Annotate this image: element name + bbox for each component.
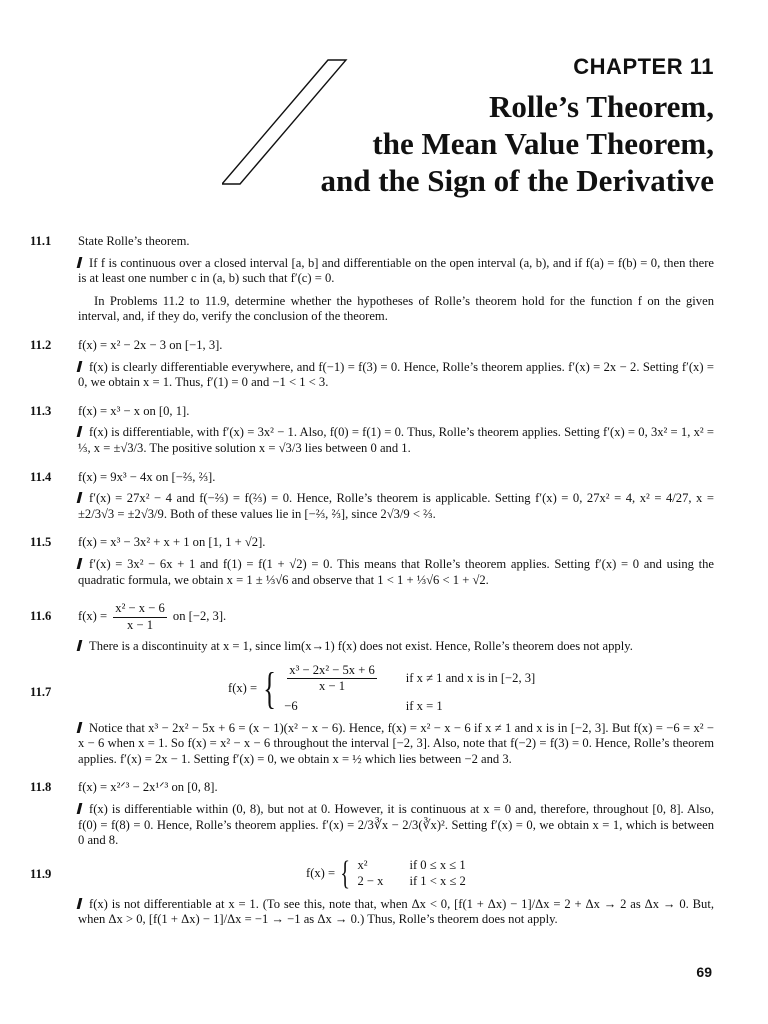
function-lhs: f(x) =: [78, 609, 108, 624]
problem-solution: [78, 491, 714, 522]
chapter-title: [320, 88, 714, 199]
solution-text: f(x) is not differentiable at x = 1. (To see this, note that, when Δx < 0, [f(1 + Δx) − 1]/Δx = 2 + Δx → 2 as Δx → 0. But, when Δx > 0, [f(1 + Δx) − 1]/Δx = −1 → −1 as Δx → 0.) Thus, Rolle’s theorem does not apply.: [78, 896, 714, 927]
fraction: [113, 601, 166, 633]
case-condition: if 1 < x ≤ 2: [409, 874, 466, 889]
piecewise-definition: [228, 663, 714, 715]
interval: on [−2, 3].: [172, 609, 227, 624]
problem-number: 11.5: [30, 535, 52, 550]
problem-solution: [78, 360, 714, 391]
function-lhs: f(x) =: [306, 866, 336, 881]
problem-solution: [78, 425, 714, 456]
fraction: [287, 663, 377, 695]
problem-statement: f(x) = 9x³ − 4x on [−⅔, ⅔].: [78, 469, 216, 484]
solution-text: Notice that x³ − 2x² − 5x + 6 = (x − 1)(x² − x − 6). Hence, f(x) = x² − x − 6 if x ≠ 1 and x is in [−2, 3]. But f(x) = −6 = x² − x − 6 when x = 1. So f(x) = x² − x − 6 throughout the interval [−2, 3]. Also, note that f(−2) = f(3) = 0. Hence, Rolle’s theorem applies. f′(x) = 2x − 1. Setting f′(x) = 0, we obtain x = ½ which lies between −2 and 3.: [78, 720, 714, 766]
case-expression: −6: [284, 699, 298, 714]
answer-marker-icon: [77, 558, 83, 569]
problem-number: 11.8: [30, 780, 52, 795]
answer-marker-icon: [77, 492, 83, 503]
solution-text: f(x) is differentiable, with f′(x) = 3x² − 1. Also, f(0) = f(1) = 0. Thus, Rolle’s theorem applies. Setting f′(x) = 0, 3x² = 1, x² = ⅓, x = ±√3/3. The positive solution x = √3/3 lies between 0 and 1.: [78, 425, 714, 455]
problems-section: [30, 234, 714, 928]
case-condition: if x ≠ 1 and x is in [−2, 3]: [405, 671, 536, 686]
problem-statement: f(x) = x² − 2x − 3 on [−1, 3].: [78, 337, 223, 352]
case-condition: if x = 1: [405, 699, 443, 714]
answer-marker-icon: [77, 722, 83, 733]
case-expression: x²: [357, 857, 368, 872]
fraction-denominator: x − 1: [127, 617, 154, 632]
chapter-title-line: and the Sign of the Derivative: [320, 163, 714, 198]
problem-number: 11.1: [30, 234, 52, 248]
fraction-numerator: x² − x − 6: [113, 601, 166, 618]
problem-solution: [78, 897, 714, 928]
problem-solution: [78, 639, 714, 655]
solution-text: If f is continuous over a closed interval [a, b] and differentiable on the open interval (a, b), and if f(a) = f(b) = 0, then there is at least one number c in (a, b) such that f′(c) = 0.: [78, 255, 714, 286]
problem-11-6: [30, 601, 714, 655]
answer-marker-icon: [77, 426, 83, 437]
problem-11-7: [30, 663, 714, 768]
brace-symbol: {: [263, 663, 277, 713]
problem-solution: [78, 802, 714, 849]
problem-solution: [78, 256, 714, 287]
problem-number: 11.4: [30, 469, 52, 484]
problem-number: 11.9: [30, 866, 52, 881]
page-number: 69: [696, 964, 712, 980]
answer-marker-icon: [77, 640, 83, 651]
brace-symbol: {: [340, 854, 351, 892]
problem-number: 11.6: [30, 609, 52, 624]
problem-statement: f(x) = x³ − 3x² + x + 1 on [1, 1 + √2].: [78, 535, 266, 550]
instructions-note: In Problems 11.2 to 11.9, determine whether the hypotheses of Rolle’s theorem hold for the function f on the given interval, and, if they do, verify the conclusion of the theorem.: [78, 293, 714, 324]
answer-marker-icon: [77, 361, 83, 372]
problem-statement: f(x) = x³ − x on [0, 1].: [78, 403, 190, 418]
problem-number: 11.3: [30, 403, 52, 418]
problem-11-3: [30, 404, 714, 457]
problem-11-5: [30, 535, 714, 588]
piecewise-cases: [284, 663, 535, 715]
problem-number: 11.7: [30, 684, 52, 699]
problem-11-8: [30, 780, 714, 848]
fraction-numerator: x³ − 2x² − 5x + 6: [287, 663, 377, 680]
chapter-label: CHAPTER 11: [573, 54, 714, 79]
piecewise-cases: [357, 858, 465, 890]
problem-solution: [78, 557, 714, 588]
chapter-title-line: Rolle’s Theorem,: [488, 89, 714, 124]
case-condition: if 0 ≤ x ≤ 1: [409, 857, 466, 872]
problem-statement: [78, 601, 714, 633]
solution-text: f(x) is clearly differentiable everywhere, and f(−1) = f(3) = 0. Hence, Rolle’s theorem applies. f′(x) = 2x − 2. Setting f′(x) = 0, we obtain x = 1. Thus, f′(1) = 0 and −1 < 1 < 3.: [78, 359, 714, 390]
problem-statement: State Rolle’s theorem.: [78, 234, 190, 248]
problem-number: 11.2: [30, 337, 52, 352]
chapter-title-line: the Mean Value Theorem,: [372, 126, 714, 161]
solution-text: f′(x) = 3x² − 6x + 1 and f(1) = f(1 + √2) = 0. This means that Rolle’s theorem applies. Setting f′(x) = 0 and using the quadratic formula, we obtain x = 1 ± ⅓√6 and observe that 1 < 1 + ⅓√6 < 1 + √2.: [78, 556, 714, 587]
fraction-denominator: x − 1: [319, 679, 346, 694]
problem-11-1: [30, 234, 714, 287]
answer-marker-icon: [77, 898, 83, 909]
problem-solution: [78, 721, 714, 768]
problem-11-4: [30, 470, 714, 523]
problem-11-9: [30, 854, 714, 928]
solution-text: There is a discontinuity at x = 1, since lim(x→1) f(x) does not exist. Hence, Rolle’s theorem does not apply.: [89, 639, 633, 654]
piecewise-definition: [306, 854, 714, 892]
case-expression: 2 − x: [357, 874, 384, 889]
problem-statement: f(x) = x²ᐟ³ − 2x¹ᐟ³ on [0, 8].: [78, 780, 218, 795]
function-lhs: f(x) =: [228, 680, 258, 695]
solution-text: f(x) is differentiable within (0, 8), but not at 0. However, it is continuous at x = 0 and, therefore, throughout [0, 8]. Also, f(0) = f(8) = 0. Hence, Rolle’s theorem applies. f′(x) = 2/3∛x − 2/3(∛x)². Setting f′(x) = 0, we obtain x = 1, which is between 0 and 8.: [78, 802, 714, 848]
problem-11-2: [30, 338, 714, 391]
solution-text: f′(x) = 27x² − 4 and f(−⅔) = f(⅔) = 0. Hence, Rolle’s theorem is applicable. Setting f′(x) = 0, 27x² = 4, x² = 4/27, x = ±2/3√3 = ±2√3/9. Both of these values lie in [−⅔, ⅔], since 2√3/9 < ⅔.: [78, 491, 714, 521]
answer-marker-icon: [77, 257, 83, 268]
answer-marker-icon: [77, 803, 83, 814]
